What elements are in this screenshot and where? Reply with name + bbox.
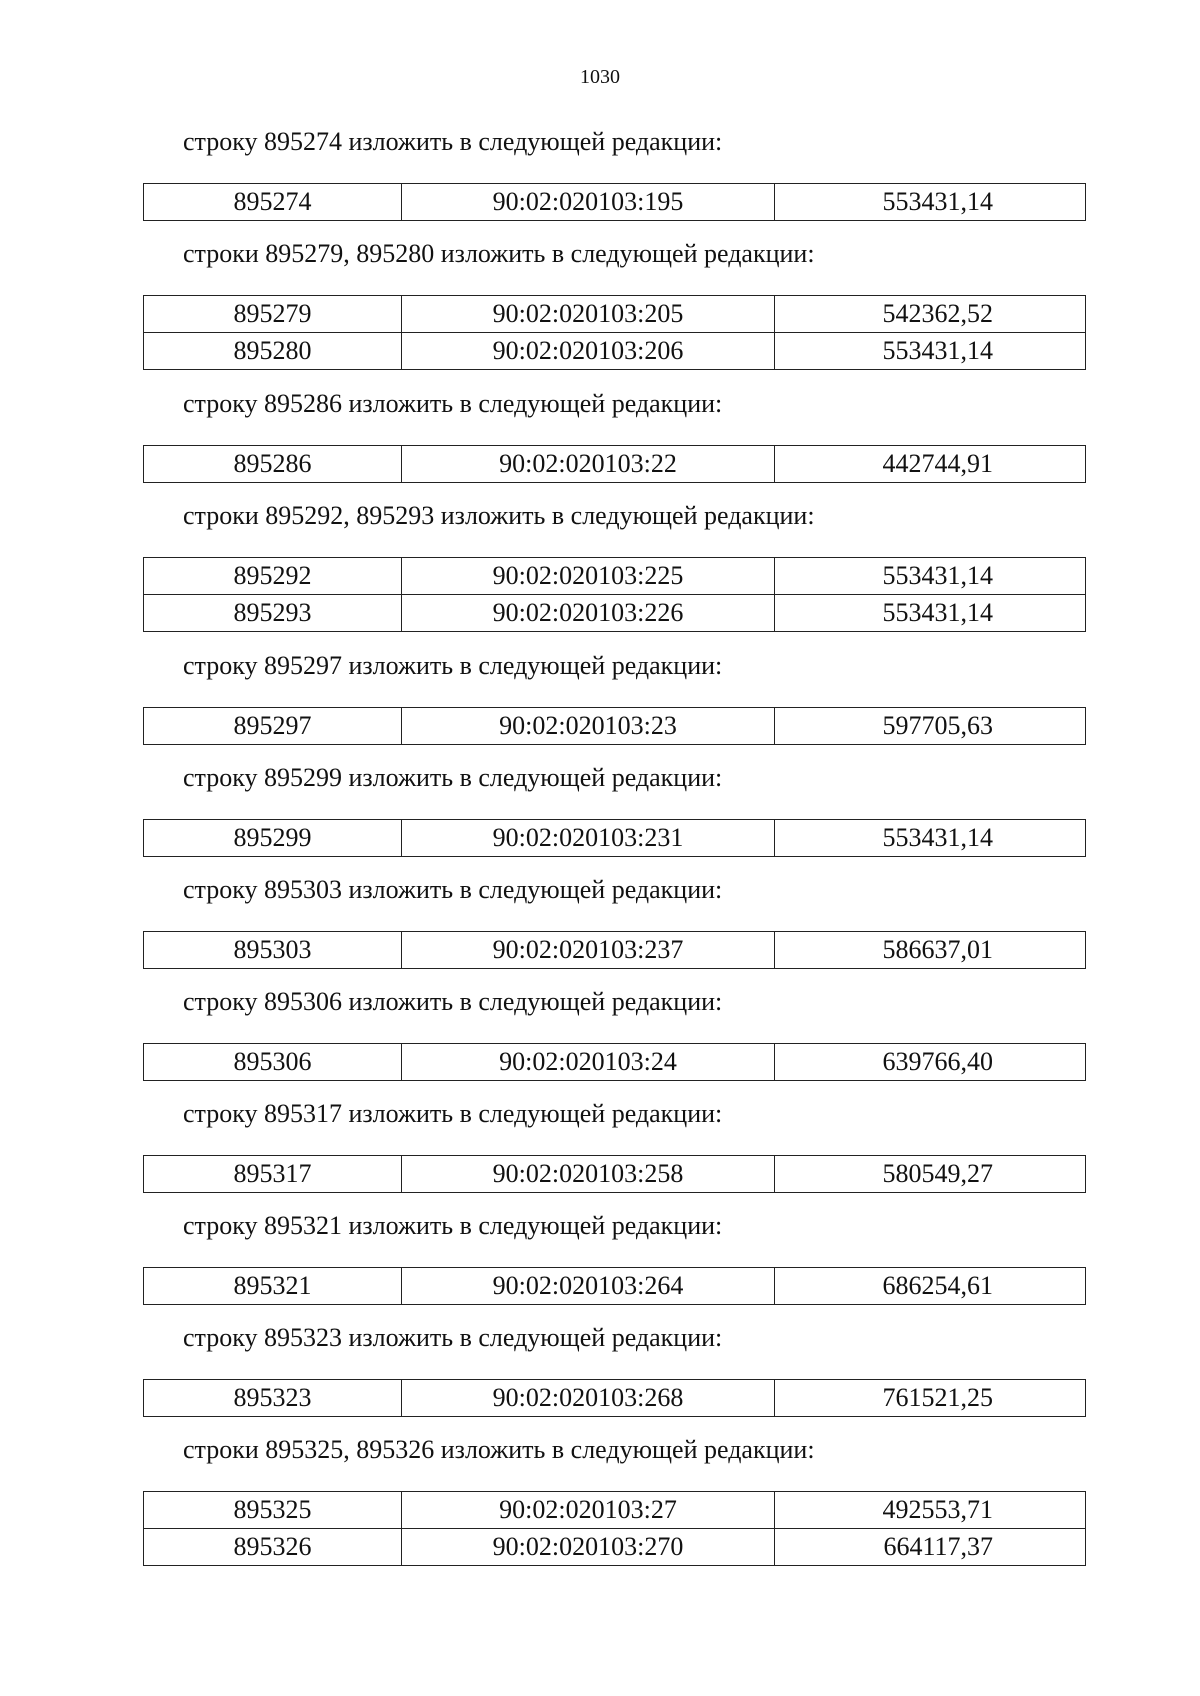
amendment-instruction: строку 895321 изложить в следующей редакции: bbox=[183, 1211, 723, 1240]
table-row bbox=[144, 333, 1086, 370]
table-row bbox=[144, 184, 1086, 221]
cadastral-number-cell: 90:02:020103:195 bbox=[402, 184, 775, 221]
amount-cell: 761521,25 bbox=[775, 1380, 1086, 1417]
row-number-cell: 895274 bbox=[144, 184, 402, 221]
table-row bbox=[144, 1156, 1086, 1193]
row-number-cell: 895317 bbox=[144, 1156, 402, 1193]
amount-cell: 542362,52 bbox=[775, 296, 1086, 333]
amendment-section bbox=[143, 1097, 1085, 1209]
amendment-section bbox=[143, 873, 1085, 985]
amendment-instruction: строку 895274 изложить в следующей редакции: bbox=[183, 127, 723, 156]
table-row bbox=[144, 1268, 1086, 1305]
row-number-cell: 895297 bbox=[144, 708, 402, 745]
cadastral-number-cell: 90:02:020103:270 bbox=[402, 1529, 775, 1566]
amount-cell: 553431,14 bbox=[775, 595, 1086, 632]
amendment-instruction: строку 895303 изложить в следующей редакции: bbox=[183, 875, 723, 904]
amendment-section bbox=[143, 1209, 1085, 1321]
page-number: 1030 bbox=[580, 66, 620, 88]
table-row bbox=[144, 595, 1086, 632]
cadastral-number-cell: 90:02:020103:231 bbox=[402, 820, 775, 857]
amount-cell: 553431,14 bbox=[775, 333, 1086, 370]
cadastral-number-cell: 90:02:020103:264 bbox=[402, 1268, 775, 1305]
table-row bbox=[144, 708, 1086, 745]
amendment-table bbox=[143, 1043, 1086, 1081]
amendment-instruction: строку 895317 изложить в следующей редакции: bbox=[183, 1099, 723, 1128]
table-row bbox=[144, 1529, 1086, 1566]
amount-cell: 442744,91 bbox=[775, 446, 1086, 483]
table-row bbox=[144, 296, 1086, 333]
cadastral-number-cell: 90:02:020103:225 bbox=[402, 558, 775, 595]
amendment-table bbox=[143, 295, 1086, 370]
amount-cell: 580549,27 bbox=[775, 1156, 1086, 1193]
amendment-table bbox=[143, 1379, 1086, 1417]
amount-cell: 597705,63 bbox=[775, 708, 1086, 745]
table-row bbox=[144, 558, 1086, 595]
cadastral-number-cell: 90:02:020103:237 bbox=[402, 932, 775, 969]
amendment-instruction: строку 895297 изложить в следующей редакции: bbox=[183, 651, 723, 680]
amendment-section bbox=[143, 761, 1085, 873]
amount-cell: 492553,71 bbox=[775, 1492, 1086, 1529]
amount-cell: 639766,40 bbox=[775, 1044, 1086, 1081]
amendment-section bbox=[143, 1321, 1085, 1433]
cadastral-number-cell: 90:02:020103:206 bbox=[402, 333, 775, 370]
amendment-table bbox=[143, 931, 1086, 969]
table-row bbox=[144, 1380, 1086, 1417]
amendment-section bbox=[143, 1433, 1085, 1583]
cadastral-number-cell: 90:02:020103:205 bbox=[402, 296, 775, 333]
amendment-table bbox=[143, 1155, 1086, 1193]
amendment-section bbox=[143, 649, 1085, 761]
cadastral-number-cell: 90:02:020103:27 bbox=[402, 1492, 775, 1529]
amendment-table bbox=[143, 183, 1086, 221]
amendment-table bbox=[143, 557, 1086, 632]
amendment-instruction: строку 895286 изложить в следующей редакции: bbox=[183, 389, 723, 418]
amount-cell: 664117,37 bbox=[775, 1529, 1086, 1566]
row-number-cell: 895292 bbox=[144, 558, 402, 595]
row-number-cell: 895293 bbox=[144, 595, 402, 632]
cadastral-number-cell: 90:02:020103:24 bbox=[402, 1044, 775, 1081]
amendment-table bbox=[143, 1267, 1086, 1305]
row-number-cell: 895323 bbox=[144, 1380, 402, 1417]
cadastral-number-cell: 90:02:020103:226 bbox=[402, 595, 775, 632]
row-number-cell: 895280 bbox=[144, 333, 402, 370]
amendment-table bbox=[143, 445, 1086, 483]
table-row bbox=[144, 932, 1086, 969]
amendment-section bbox=[143, 985, 1085, 1097]
amendment-instruction: строки 895292, 895293 изложить в следующей редакции: bbox=[183, 501, 815, 530]
table-row bbox=[144, 1492, 1086, 1529]
row-number-cell: 895279 bbox=[144, 296, 402, 333]
row-number-cell: 895325 bbox=[144, 1492, 402, 1529]
row-number-cell: 895299 bbox=[144, 820, 402, 857]
row-number-cell: 895303 bbox=[144, 932, 402, 969]
amendment-table bbox=[143, 1491, 1086, 1566]
amendment-instruction: строку 895323 изложить в следующей редакции: bbox=[183, 1323, 723, 1352]
amount-cell: 686254,61 bbox=[775, 1268, 1086, 1305]
amount-cell: 553431,14 bbox=[775, 184, 1086, 221]
amendment-section bbox=[143, 499, 1085, 649]
amendment-instruction: строки 895279, 895280 изложить в следующей редакции: bbox=[183, 239, 815, 268]
amendment-section bbox=[143, 387, 1085, 499]
amendment-table bbox=[143, 707, 1086, 745]
row-number-cell: 895321 bbox=[144, 1268, 402, 1305]
amendment-instruction: строку 895299 изложить в следующей редакции: bbox=[183, 763, 723, 792]
table-row bbox=[144, 446, 1086, 483]
row-number-cell: 895306 bbox=[144, 1044, 402, 1081]
amendment-section bbox=[143, 125, 1085, 237]
amount-cell: 553431,14 bbox=[775, 558, 1086, 595]
amount-cell: 586637,01 bbox=[775, 932, 1086, 969]
row-number-cell: 895326 bbox=[144, 1529, 402, 1566]
cadastral-number-cell: 90:02:020103:258 bbox=[402, 1156, 775, 1193]
table-row bbox=[144, 1044, 1086, 1081]
amendment-table bbox=[143, 819, 1086, 857]
amendment-instruction: строки 895325, 895326 изложить в следующей редакции: bbox=[183, 1435, 815, 1464]
cadastral-number-cell: 90:02:020103:22 bbox=[402, 446, 775, 483]
amendment-instruction: строку 895306 изложить в следующей редакции: bbox=[183, 987, 723, 1016]
document-body bbox=[143, 125, 1085, 1583]
amendment-section bbox=[143, 237, 1085, 387]
row-number-cell: 895286 bbox=[144, 446, 402, 483]
cadastral-number-cell: 90:02:020103:23 bbox=[402, 708, 775, 745]
cadastral-number-cell: 90:02:020103:268 bbox=[402, 1380, 775, 1417]
table-row bbox=[144, 820, 1086, 857]
amount-cell: 553431,14 bbox=[775, 820, 1086, 857]
